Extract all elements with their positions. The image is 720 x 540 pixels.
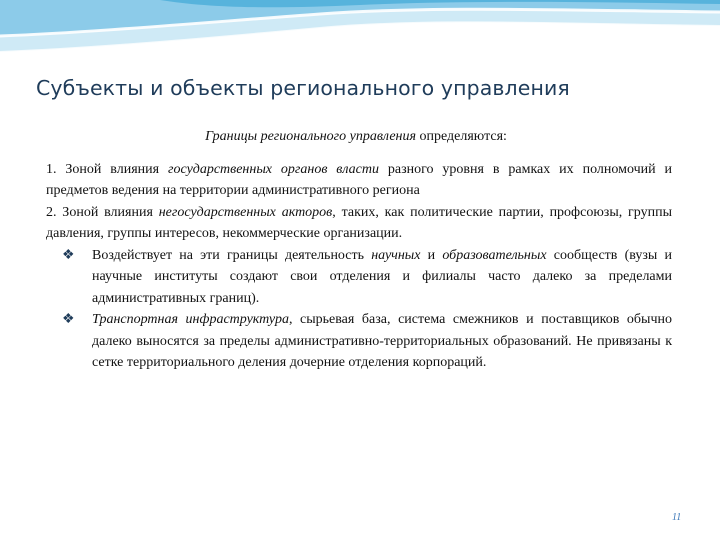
header-wave-decoration [0,0,720,80]
bullet-diamond-icon: ❖ [62,312,75,327]
paragraph-2-text-c: , таких, как политические партии, профсоюзы, группы давления, группы интересов, некоммерческие организации. [46,204,673,241]
bullet-item-1 [40,245,672,310]
bullet-1-emphasis-1: научных [371,247,421,263]
paragraph-1-text-a: 1. Зоной влияния [46,161,168,177]
bullet-1-emphasis-2: образовательных [442,247,547,263]
bullet-diamond-icon: ❖ [62,247,75,263]
subheading-italic: Границы регионального управления [205,129,417,144]
page-number: 11 [672,512,682,523]
bullet-2-emphasis: Транспортная инфраструктура [92,312,289,327]
subheading-rest: определяются: [416,129,507,144]
bullet-1-text-c: и [420,247,443,263]
paragraph-2-text-a: 2. Зоной влияния [46,204,159,220]
slide-title: Субъекты и объекты регионального управления [36,76,570,100]
slide-body [40,126,672,374]
bullet-2-text-b: , сырьевая база, система смежников и поставщиков обычно далеко выносятся за пределы административно-территориальных образований. Не привязаны к сетке территориального деления дочерние отделения корпораций. [92,312,672,370]
bullet-item-2 [40,309,672,374]
paragraph-2 [40,202,672,245]
bullet-1-text-a: Воздействует на эти границы деятельность [92,247,372,263]
paragraph-1 [40,159,672,202]
bullet-1-text-e: сообществ (вузы и научные институты создают свои отделения и филиалы часто далеко за пределами административных границ). [92,247,672,306]
paragraph-2-emphasis: негосударственных акторов [158,204,333,220]
paragraph-1-emphasis: государственных органов власти [167,161,379,177]
paragraph-1-text-c: разного уровня в рамках их полномочий и предметов ведения на территории административного региона [46,161,673,198]
subheading [40,126,672,148]
